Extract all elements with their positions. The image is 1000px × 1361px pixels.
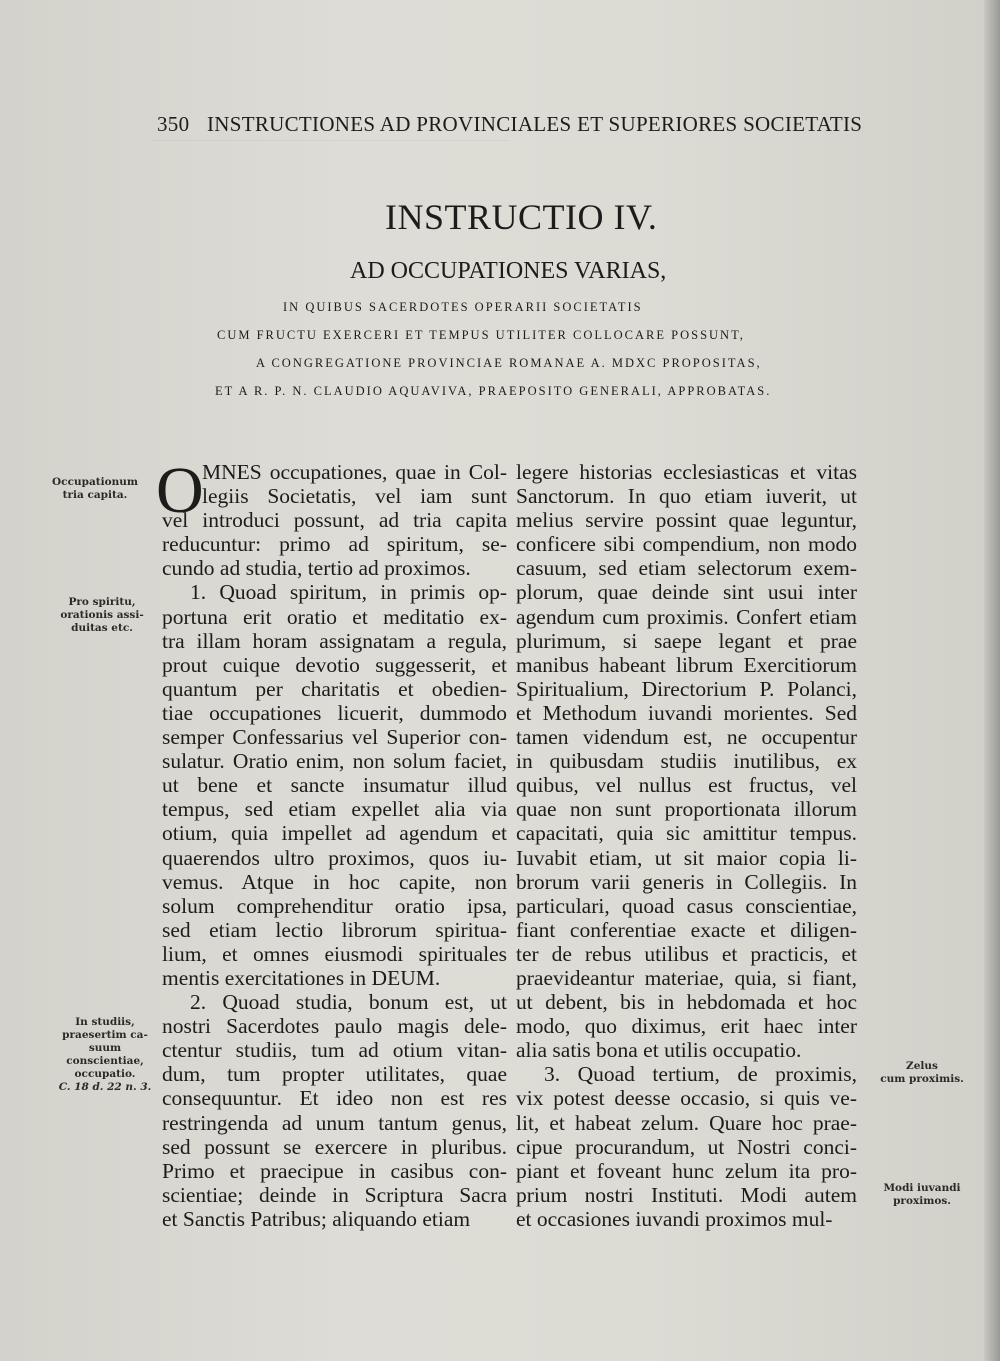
- text-line: plorum, quae deinde sint usui inter: [516, 580, 857, 605]
- text-line: 3. Quoad tertium, de proximis,: [544, 1062, 857, 1087]
- text-line: sed possunt se exercere in pluribus.: [162, 1134, 507, 1159]
- text-line: agendum cum proximis. Confert etiam: [516, 604, 857, 629]
- margin-note: [872, 1060, 972, 1086]
- margin-note: [52, 1016, 158, 1094]
- margin-note: [40, 476, 150, 502]
- margin-note-line: Zelus: [906, 1060, 938, 1072]
- margin-note: [872, 1182, 972, 1208]
- margin-note-line: orationis assi-: [60, 609, 144, 621]
- text-line: particulari, quoad casus conscientiae,: [516, 893, 857, 918]
- text-line: lit, et habeat zelum. Quare hoc prae-: [516, 1110, 857, 1135]
- margin-note-line: duitas etc.: [71, 622, 133, 634]
- text-line: prium nostri Instituti. Modi autem: [516, 1182, 857, 1207]
- text-line: prout cuique devotio suggesserit, et: [162, 652, 507, 677]
- page-number: 350: [157, 112, 190, 136]
- text-line: consequuntur. Et ideo non est res: [162, 1086, 507, 1111]
- text-line: vix potest deesse occasio, si quis ve-: [516, 1086, 857, 1111]
- drop-cap: O: [156, 454, 204, 527]
- text-line: tamen videndum est, ne occupentur: [516, 725, 857, 750]
- text-line: et Methodum iuvandi morientes. Sed: [516, 700, 857, 725]
- text-line: fiant conferentiae exacte et diligen-: [516, 917, 857, 942]
- text-line: vemus. Atque in hoc capite, non: [162, 869, 507, 894]
- subtitle-line: A CONGREGATIONE PROVINCIAE ROMANAE A. MDXC PROPOSITAS,: [256, 356, 762, 370]
- margin-note-line: In studiis,: [75, 1016, 135, 1028]
- instruction-subtitle: AD OCCUPATIONES VARIAS,: [350, 258, 667, 284]
- text-line: ter de rebus utilibus et practicis, et: [516, 941, 857, 966]
- instruction-title: INSTRUCTIO IV.: [385, 197, 658, 237]
- text-line: reducuntur: primo ad spiritum, se-: [162, 532, 507, 557]
- text-line: praevideantur materiae, quia, si fiant,: [516, 965, 857, 990]
- text-line: legere historias ecclesiasticas et vitas: [516, 460, 857, 484]
- running-header: [157, 112, 863, 137]
- text-line: brorum varii generis in Collegiis. In: [516, 869, 857, 894]
- text-line: semper Confessarius vel Superior con-: [162, 725, 507, 750]
- text-line: ut bene et sancte insumatur illud: [162, 773, 507, 798]
- text-line: nostri Sacerdotes paulo magis dele-: [162, 1014, 507, 1039]
- text-line: et occasiones iuvandi proximos mul-: [516, 1206, 833, 1231]
- left-text-column: [162, 460, 507, 1231]
- text-line: ctentur studiis, tum ad otium vitan-: [162, 1038, 507, 1063]
- text-line: sed etiam lectio librorum spiritua-: [162, 917, 507, 942]
- text-line: mentis exercitationes in DEUM.: [162, 965, 441, 990]
- text-line: Primo et praecipue in casibus con-: [162, 1158, 507, 1183]
- text-line: 1. Quoad spiritum, in primis op-: [190, 580, 507, 605]
- text-line: manibus habeant librum Exercitiorum: [516, 652, 857, 677]
- text-line: solum comprehenditur oratio ipsa,: [162, 893, 507, 918]
- text-line: ut debent, bis in hebdomada et hoc: [516, 990, 857, 1015]
- text-line: in quibusdam studiis inutilibus, ex: [516, 749, 857, 774]
- margin-note-line: occupatio.: [74, 1068, 136, 1080]
- subtitle-line: CUM FRUCTU EXERCERI ET TEMPUS UTILITER COLLOCARE POSSUNT,: [217, 328, 745, 342]
- text-line: alia satis bona et utilis occupatio.: [516, 1038, 802, 1063]
- text-line: tempus, sed etiam expellet alia via: [162, 797, 507, 822]
- text-line: et Sanctis Patribus; aliquando etiam: [162, 1206, 471, 1231]
- text-line: scientiae; deinde in Scriptura Sacra: [162, 1182, 507, 1207]
- text-line: tiae occupationes licuerit, dummodo: [162, 700, 507, 725]
- text-line: cundo ad studia, tertio ad proximos.: [162, 556, 471, 581]
- text-line: conficere sibi compendium, non modo: [516, 532, 857, 557]
- text-line: quae non sunt proportionata illorum: [516, 797, 857, 822]
- text-line: Spiritualium, Directorium P. Polanci,: [516, 676, 857, 701]
- text-line: otium, quia impellet ad agendum et: [162, 821, 507, 846]
- margin-note-line: tria capita.: [62, 489, 128, 501]
- text-line: capacitati, quia sic amittitur tempus.: [516, 821, 857, 846]
- text-line: portuna erit oratio et meditatio ex-: [162, 604, 507, 629]
- margin-note-line: Modi iuvandi: [883, 1182, 961, 1194]
- book-spine-edge: [984, 0, 1000, 1361]
- text-line: plurimum, si saepe legant et prae: [516, 628, 857, 653]
- margin-note-line: suum: [88, 1042, 122, 1054]
- text-line: quibus, vel nullus est fructus, vel: [516, 773, 857, 798]
- text-line: 2. Quoad studia, bonum est, ut: [190, 990, 507, 1015]
- margin-note-reference: C. 18 d. 22 n. 3.: [58, 1081, 152, 1093]
- text-line: quaerendos ultro proximos, quos iu-: [162, 845, 507, 870]
- margin-note: [52, 596, 152, 635]
- text-line: piant et foveant hunc zelum ita pro-: [516, 1158, 857, 1183]
- text-line: sulatur. Oratio enim, non solum faciet,: [162, 749, 507, 774]
- text-line: Sanctorum. In quo etiam iuverit, ut: [516, 484, 857, 509]
- margin-note-line: praesertim ca-: [62, 1029, 148, 1041]
- text-line: melius servire possint quae leguntur,: [516, 508, 857, 533]
- text-line: restringenda ad unum tantum genus,: [162, 1110, 507, 1135]
- text-line: vel introduci possunt, ad tria capita: [162, 508, 507, 533]
- margin-note-line: Occupationum: [52, 476, 138, 488]
- text-line: lium, et omnes eiusmodi spirituales: [162, 941, 507, 966]
- text-line: MNES occupationes, quae in Col-: [202, 460, 507, 484]
- text-line: Iuvabit etiam, ut sit maior copia li-: [516, 845, 857, 870]
- text-line: legiis Societatis, vel iam sunt: [202, 484, 507, 509]
- text-line: casuum, sed etiam selectorum exem-: [516, 556, 857, 581]
- text-line: tra illam horam assignatam a regula,: [162, 628, 507, 653]
- margin-note-line: conscientiae,: [66, 1055, 144, 1067]
- text-line: cipue procurandum, ut Nostri conci-: [516, 1134, 857, 1159]
- margin-note-line: cum proximis.: [880, 1073, 964, 1085]
- subtitle-line: IN QUIBUS SACERDOTES OPERARII SOCIETATIS: [283, 300, 643, 314]
- running-title: INSTRUCTIONES AD PROVINCIALES ET SUPERIORES SOCIETATIS: [206, 112, 863, 136]
- margin-note-line: Pro spiritu,: [68, 596, 136, 608]
- right-text-column: [516, 460, 857, 1231]
- text-line: modo, quo diximus, erit haec inter: [516, 1014, 857, 1039]
- text-line: dum, tum propter utilitates, quae: [162, 1062, 507, 1087]
- subtitle-line: ET A R. P. N. CLAUDIO AQUAVIVA, PRAEPOSITO GENERALI, APPROBATAS.: [215, 384, 772, 398]
- text-line: quantum per charitatis et obedien-: [162, 676, 507, 701]
- margin-note-line: proximos.: [893, 1195, 951, 1207]
